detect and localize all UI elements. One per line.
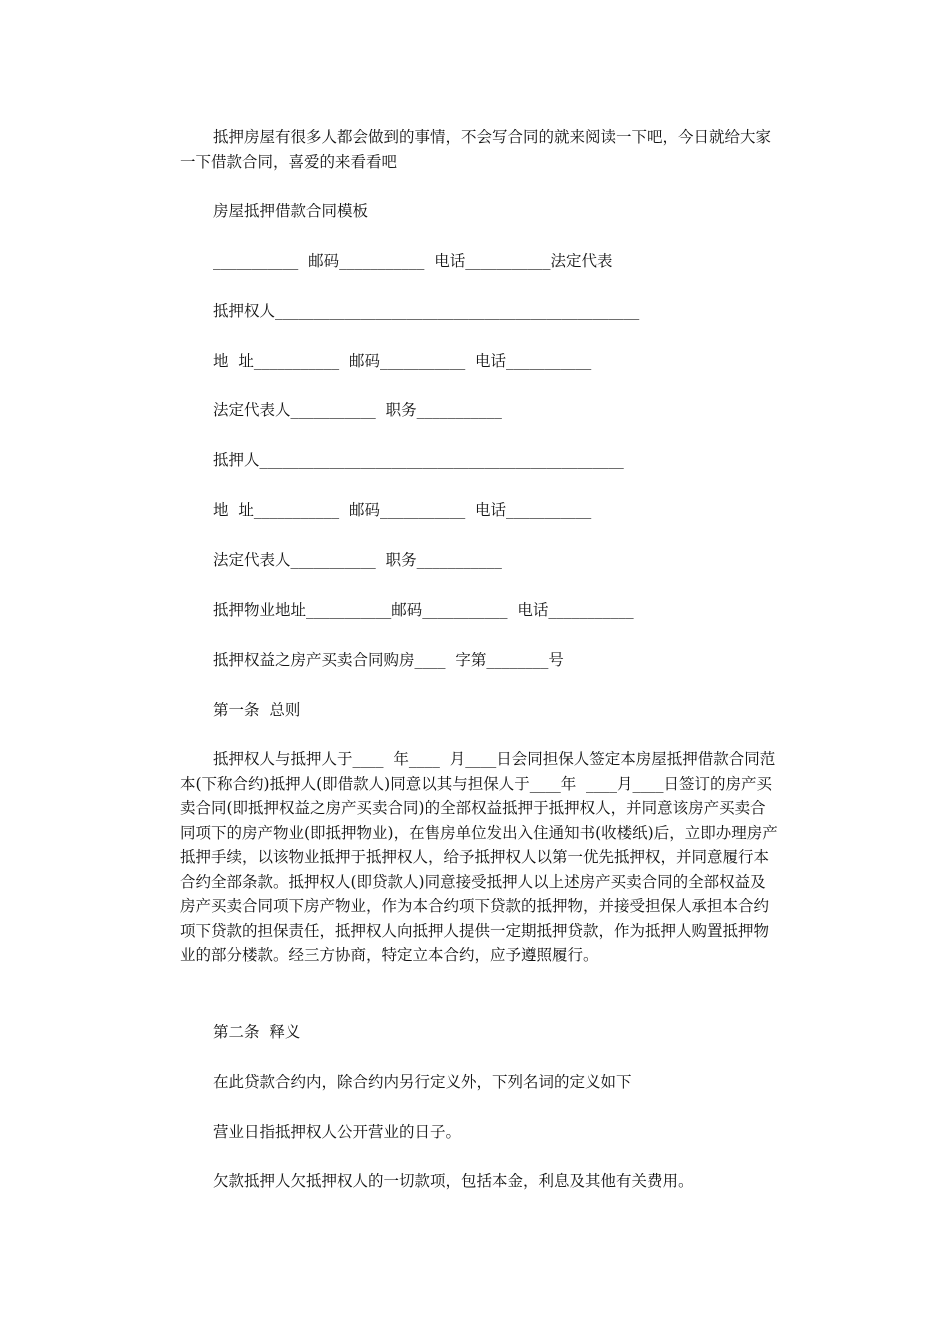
field-line-property-address: 抵押物业地址___________邮码___________ 电话___________ <box>213 601 634 619</box>
definition-debt: 欠款抵押人欠抵押权人的一切款项，包括本金，利息及其他有关费用。 <box>213 1172 694 1190</box>
document-title: 房屋抵押借款合同模板 <box>213 202 369 220</box>
field-line-purchase-contract: 抵押权益之房产买卖合同购房____ 字第________号 <box>213 651 564 669</box>
field-line-contact: ___________ 邮码___________ 电话___________法定代表 <box>213 252 613 270</box>
article-2-intro: 在此贷款合约内，除合约内另行定义外，下列名词的定义如下 <box>213 1073 632 1091</box>
article-1-heading: 第一条 总则 <box>213 701 301 719</box>
field-line-mortgagee-address: 地 址___________ 邮码___________ 电话___________ <box>213 352 592 370</box>
article-2-heading: 第二条 释义 <box>213 1023 301 1041</box>
field-line-mortgagor-representative: 法定代表人___________ 职务___________ <box>213 551 502 569</box>
article-1-body: 抵押权人与抵押人于____ 年____ 月____日会同担保人签定本房屋抵押借款合同范本(下称合约)抵押人(即借款人)同意以其与担保人于____年 ____月____日签订的房产买卖合同(即抵押权益之房产买卖合同)的全部权益抵押于抵押权人，并同意该房产买卖合同项下的房产物业(即抵押物业)，在售房单位发出入住通知书(收楼纸)后，立即办理房产抵押手续，以该物业抵押于抵押权人，给予抵押权人以第一优先抵押权，并同意履行本合约全部条款。抵押权人(即贷款人)同意接受抵押人以上述房产买卖合同的全部权益及房产买卖合同项下房产物业，作为本合约项下贷款的抵押物，并接受担保人承担本合约项下贷款的担保责任，抵押权人向抵押人提供一定期抵押贷款，作为抵押人购置抵押物业的部分楼款。经三方协商，特定立本合约，应予遵照履行。 <box>180 750 778 964</box>
field-line-mortgagor-address: 地 址___________ 邮码___________ 电话___________ <box>213 501 592 519</box>
field-line-mortgagee-representative: 法定代表人___________ 职务___________ <box>213 401 502 419</box>
field-line-mortgagor: 抵押人_______________________________________________ <box>213 451 624 469</box>
definition-business-day: 营业日指抵押权人公开营业的日子。 <box>213 1123 462 1141</box>
intro-paragraph: 抵押房屋有很多人都会做到的事情，不会写合同的就来阅读一下吧，今日就给大家一下借款合同，喜爱的来看看吧 <box>180 128 772 171</box>
field-line-mortgagee: 抵押权人_______________________________________________ <box>213 302 640 320</box>
